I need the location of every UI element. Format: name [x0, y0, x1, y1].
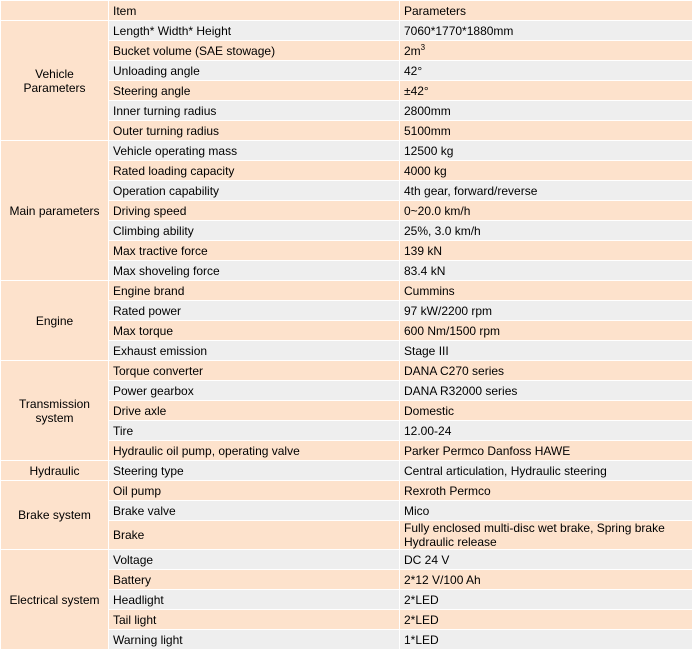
- parameter-cell: [400, 301, 692, 321]
- item-cell: Battery: [109, 570, 400, 590]
- parameter-value: Mico: [404, 503, 430, 518]
- item-cell: Max torque: [109, 321, 400, 341]
- parameter-cell: [400, 461, 692, 481]
- table-row: [1, 461, 692, 481]
- table-row: [1, 361, 692, 381]
- parameter-cell: [400, 321, 692, 341]
- item-cell: Brake valve: [109, 501, 400, 521]
- specification-table-body: [1, 1, 692, 650]
- parameter-cell: [400, 201, 692, 221]
- item-cell: Steering angle: [109, 81, 400, 101]
- item-cell: Oil pump: [109, 481, 400, 501]
- parameter-value: 2*12 V/100 Ah: [404, 572, 481, 587]
- parameter-value: DANA C270 series: [404, 363, 505, 378]
- parameter-cell: [400, 570, 692, 590]
- parameter-cell: [400, 221, 692, 241]
- parameter-cell: [400, 241, 692, 261]
- parameter-value: 2*LED: [404, 612, 439, 627]
- parameter-cell: [400, 610, 692, 630]
- parameter-cell: [400, 361, 692, 381]
- parameter-value: Domestic: [404, 403, 455, 418]
- parameter-cell: [400, 381, 692, 401]
- group-label: Hydraulic: [1, 461, 109, 481]
- item-cell: Drive axle: [109, 401, 400, 421]
- table-header-row: [1, 1, 692, 21]
- item-cell: Warning light: [109, 630, 400, 650]
- item-cell: Headlight: [109, 590, 400, 610]
- parameter-cell: [400, 590, 692, 610]
- item-cell: Rated power: [109, 301, 400, 321]
- item-cell: Exhaust emission: [109, 341, 400, 361]
- group-label: Electrical system: [1, 550, 109, 650]
- item-cell: Power gearbox: [109, 381, 400, 401]
- item-cell: Inner turning radius: [109, 101, 400, 121]
- header-parameters: Parameters: [400, 1, 692, 21]
- parameter-cell: [400, 441, 692, 461]
- parameter-value: DC 24 V: [404, 552, 450, 567]
- table-row: [1, 281, 692, 301]
- parameter-value: Rexroth Permco: [404, 483, 491, 498]
- item-cell: Rated loading capacity: [109, 161, 400, 181]
- parameter-value: Cummins: [404, 283, 455, 298]
- parameter-value: 4000 kg: [404, 163, 447, 178]
- parameter-value: Central articulation, Hydraulic steering: [404, 463, 607, 478]
- parameter-value: 0~20.0 km/h: [404, 203, 471, 218]
- parameter-value: 12.00-24: [404, 423, 452, 438]
- parameter-cell: [400, 341, 692, 361]
- parameter-value: 83.4 kN: [404, 263, 446, 278]
- item-cell: Tail light: [109, 610, 400, 630]
- group-label: Main parameters: [1, 141, 109, 281]
- parameter-cell: [400, 521, 692, 550]
- table-row: [1, 481, 692, 501]
- item-cell: Hydraulic oil pump, operating valve: [109, 441, 400, 461]
- parameter-value: 7060*1770*1880mm: [404, 23, 514, 38]
- item-cell: Tire: [109, 421, 400, 441]
- parameter-cell: [400, 261, 692, 281]
- item-cell: Climbing ability: [109, 221, 400, 241]
- parameter-cell: [400, 41, 692, 61]
- parameter-cell: [400, 101, 692, 121]
- group-label: Transmission system: [1, 361, 109, 461]
- parameter-value: 2*LED: [404, 592, 439, 607]
- parameter-value: 25%, 3.0 km/h: [404, 223, 481, 238]
- parameter-cell: [400, 421, 692, 441]
- item-cell: Vehicle operating mass: [109, 141, 400, 161]
- table-row: [1, 141, 692, 161]
- group-label: Engine: [1, 281, 109, 361]
- parameter-value: 12500 kg: [404, 143, 454, 158]
- table-row: [1, 21, 692, 41]
- parameter-value: 5100mm: [404, 123, 451, 138]
- parameter-cell: [400, 161, 692, 181]
- item-cell: Bucket volume (SAE stowage): [109, 41, 400, 61]
- parameter-value: DANA R32000 series: [404, 383, 518, 398]
- item-cell: Brake: [109, 521, 400, 550]
- parameter-superscript: 3: [420, 42, 426, 52]
- parameter-value: 2m: [404, 43, 421, 58]
- parameter-cell: [400, 61, 692, 81]
- parameter-value-line2: Hydraulic release: [404, 535, 497, 549]
- parameter-value: 4th gear, forward/reverse: [404, 183, 538, 198]
- parameter-value: 1*LED: [404, 632, 439, 647]
- parameter-cell: [400, 550, 692, 570]
- item-cell: Operation capability: [109, 181, 400, 201]
- item-cell: Unloading angle: [109, 61, 400, 81]
- item-cell: Steering type: [109, 461, 400, 481]
- parameter-cell: [400, 121, 692, 141]
- parameter-value: 600 Nm/1500 rpm: [404, 323, 501, 338]
- item-cell: Engine brand: [109, 281, 400, 301]
- header-item: Item: [109, 1, 400, 21]
- parameter-value: 2800mm: [404, 103, 451, 118]
- parameter-cell: [400, 81, 692, 101]
- item-cell: Length* Width* Height: [109, 21, 400, 41]
- group-label: Brake system: [1, 481, 109, 550]
- parameter-cell: [400, 141, 692, 161]
- item-cell: Voltage: [109, 550, 400, 570]
- parameter-value: ±42°: [404, 83, 429, 98]
- parameter-cell: [400, 481, 692, 501]
- table-row: [1, 550, 692, 570]
- parameter-value: 97 kW/2200 rpm: [404, 303, 493, 318]
- parameter-value: 42°: [404, 63, 423, 78]
- item-cell: Max shoveling force: [109, 261, 400, 281]
- parameter-value: Stage III: [404, 343, 449, 358]
- parameter-value: 139 kN: [404, 243, 443, 258]
- item-cell: Torque converter: [109, 361, 400, 381]
- item-cell: Driving speed: [109, 201, 400, 221]
- item-cell: Max tractive force: [109, 241, 400, 261]
- parameter-value: Parker Permco Danfoss HAWE: [404, 443, 571, 458]
- parameter-cell: [400, 501, 692, 521]
- group-label: Vehicle Parameters: [1, 21, 109, 141]
- parameter-cell: [400, 281, 692, 301]
- parameter-cell: [400, 630, 692, 650]
- parameter-cell: [400, 181, 692, 201]
- parameter-cell: [400, 401, 692, 421]
- header-blank-cell: [1, 1, 109, 21]
- item-cell: Outer turning radius: [109, 121, 400, 141]
- parameter-cell: [400, 21, 692, 41]
- parameter-value: Fully enclosed multi-disc wet brake, Spring brake: [404, 521, 665, 535]
